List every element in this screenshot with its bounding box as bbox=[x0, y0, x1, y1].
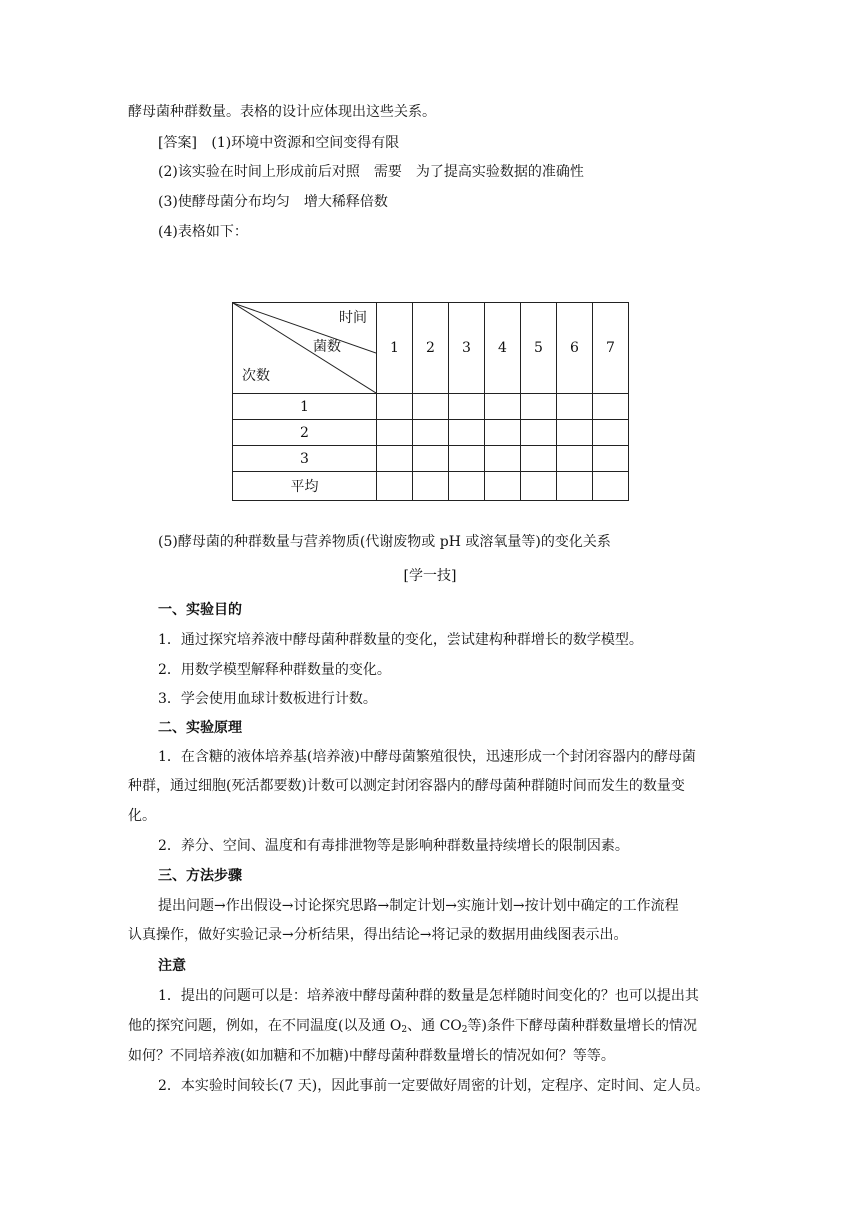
empty-cell bbox=[557, 446, 593, 472]
answer-item-5: (5)酵母菌的种群数量与营养物质(代谢废物或 pH 或溶氧量等)的变化关系 bbox=[158, 534, 611, 550]
column-header: 4 bbox=[485, 303, 521, 394]
empty-cell bbox=[485, 446, 521, 472]
note-1-line1: 1．提出的问题可以是：培养液中酵母菌种群的数量是怎样随时间变化的？也可以提出其 bbox=[158, 988, 699, 1004]
principle-p1-line3: 化。 bbox=[128, 808, 156, 824]
empty-cell bbox=[557, 472, 593, 501]
empty-cell bbox=[413, 446, 449, 472]
row-header: 3 bbox=[233, 446, 377, 472]
corner-label-time: 时间 bbox=[339, 310, 367, 326]
table-header-row bbox=[233, 303, 629, 394]
row-header: 2 bbox=[233, 420, 377, 446]
empty-cell bbox=[521, 446, 557, 472]
note-text: 他的探究问题，例如，在不同温度(以及通 O bbox=[128, 1018, 402, 1034]
purpose-item-2: 2．用数学模型解释种群数量的变化。 bbox=[158, 662, 391, 678]
column-header: 6 bbox=[557, 303, 593, 394]
empty-cell bbox=[449, 394, 485, 420]
column-header: 3 bbox=[449, 303, 485, 394]
empty-cell bbox=[413, 420, 449, 446]
subscript: 2 bbox=[401, 1025, 408, 1035]
purpose-item-3: 3．学会使用血球计数板进行计数。 bbox=[158, 691, 377, 707]
note-text: 、通 CO bbox=[407, 1018, 462, 1034]
empty-cell bbox=[593, 420, 629, 446]
column-header: 5 bbox=[521, 303, 557, 394]
table-row bbox=[233, 472, 629, 501]
empty-cell bbox=[413, 472, 449, 501]
column-header: 7 bbox=[593, 303, 629, 394]
empty-cell bbox=[521, 394, 557, 420]
note-1-line2 bbox=[128, 1016, 697, 1036]
empty-cell bbox=[485, 420, 521, 446]
steps-line2: 认真操作，做好实验记录→分析结果，得出结论→将记录的数据用曲线图表示出。 bbox=[128, 927, 628, 943]
data-record-table bbox=[232, 302, 629, 501]
empty-cell bbox=[377, 394, 413, 420]
note-1-line3: 如何？不同培养液(如加糖和不加糖)中酵母菌种群数量增长的情况如何？等等。 bbox=[128, 1048, 615, 1064]
empty-cell bbox=[557, 394, 593, 420]
heading-note: 注意 bbox=[158, 958, 186, 974]
empty-cell bbox=[449, 420, 485, 446]
column-header: 1 bbox=[377, 303, 413, 394]
empty-cell bbox=[413, 394, 449, 420]
empty-cell bbox=[485, 394, 521, 420]
section-title: [学一技] bbox=[403, 568, 457, 584]
row-header: 平均 bbox=[233, 472, 377, 501]
heading-principle: 二、实验原理 bbox=[158, 720, 242, 736]
corner-label-count: 菌数 bbox=[313, 339, 341, 355]
purpose-item-1: 1．通过探究培养液中酵母菌种群数量的变化，尝试建构种群增长的数学模型。 bbox=[158, 632, 643, 648]
empty-cell bbox=[377, 446, 413, 472]
principle-p2: 2．养分、空间、温度和有毒排泄物等是影响种群数量持续增长的限制因素。 bbox=[158, 838, 629, 854]
table-row bbox=[233, 446, 629, 472]
empty-cell bbox=[593, 446, 629, 472]
note-text: 等)条件下酵母菌种群数量增长的情况 bbox=[467, 1018, 697, 1034]
empty-cell bbox=[593, 472, 629, 501]
row-header: 1 bbox=[233, 394, 377, 420]
answer-item-3: (3)使酵母菌分布均匀 增大稀释倍数 bbox=[158, 194, 388, 210]
heading-steps: 三、方法步骤 bbox=[158, 868, 242, 884]
answer-line-1 bbox=[158, 133, 399, 153]
empty-cell bbox=[377, 420, 413, 446]
corner-label-times: 次数 bbox=[242, 368, 270, 384]
empty-cell bbox=[521, 420, 557, 446]
answer-item-4: (4)表格如下： bbox=[158, 224, 248, 240]
table-row bbox=[233, 394, 629, 420]
empty-cell bbox=[557, 420, 593, 446]
heading-purpose: 一、实验目的 bbox=[158, 602, 242, 618]
answer-item-1: (1)环境中资源和空间变得有限 bbox=[211, 135, 400, 151]
principle-p1-line1: 1．在含糖的液体培养基(培养液)中酵母菌繁殖很快，迅速形成一个封闭容器内的酵母菌 bbox=[158, 749, 696, 765]
empty-cell bbox=[449, 446, 485, 472]
table-corner-cell bbox=[233, 303, 377, 394]
column-header: 2 bbox=[413, 303, 449, 394]
note-2: 2．本实验时间较长(7 天)，因此事前一定要做好周密的计划，定程序、定时间、定人员。 bbox=[158, 1078, 710, 1094]
subscript: 2 bbox=[461, 1025, 468, 1035]
answer-label: [答案] bbox=[158, 135, 197, 151]
intro-line: 酵母菌种群数量。表格的设计应体现出这些关系。 bbox=[128, 104, 436, 120]
empty-cell bbox=[521, 472, 557, 501]
steps-line1: 提出问题→作出假设→讨论探究思路→制定计划→实施计划→按计划中确定的工作流程 bbox=[158, 898, 679, 914]
empty-cell bbox=[449, 472, 485, 501]
empty-cell bbox=[485, 472, 521, 501]
empty-cell bbox=[377, 472, 413, 501]
answer-item-2: (2)该实验在时间上形成前后对照 需要 为了提高实验数据的准确性 bbox=[158, 164, 584, 180]
table-row bbox=[233, 420, 629, 446]
principle-p1-line2: 种群，通过细胞(死活都要数)计数可以测定封闭容器内的酵母菌种群随时间而发生的数量变 bbox=[128, 778, 685, 794]
empty-cell bbox=[593, 394, 629, 420]
